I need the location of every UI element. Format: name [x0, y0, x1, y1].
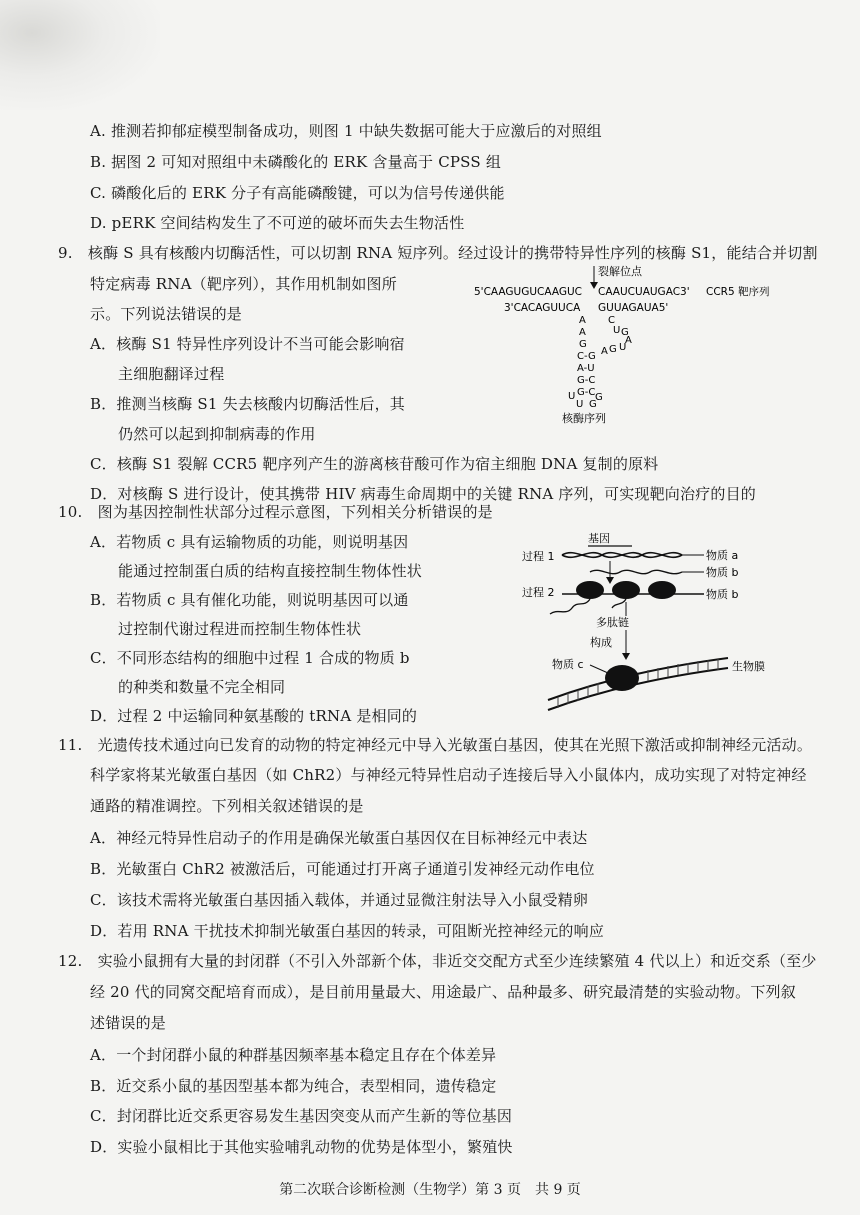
q9-option-c: C．核酶 S1 裂解 CCR5 靶序列产生的游离核苷酸可作为宿主细胞 DNA 复制的原料	[90, 455, 659, 473]
q9-stem-line-3: 示。下列说法错误的是	[90, 305, 243, 323]
page-footer: 第二次联合诊断检测（生物学）第 3 页 共 9 页	[279, 1182, 581, 1198]
peptide-chain-2	[612, 599, 626, 608]
stem-base-2: G	[579, 339, 587, 350]
loop-base-3: A	[625, 335, 632, 346]
q8-option-a: A. 推测若抑郁症模型制备成功，则图 1 中缺失数据可能大于应激后的对照组	[90, 122, 602, 140]
gene-label: 基因	[588, 532, 610, 545]
loop-base-0: C	[608, 315, 615, 326]
q10-option-c-line-2: 的种类和数量不完全相同	[118, 678, 286, 696]
loop-base-2: G	[621, 327, 629, 338]
target-seq-name: CCR5 靶序列	[706, 286, 770, 298]
form-label: 构成	[590, 636, 612, 649]
ribosome-1	[576, 581, 604, 599]
target-seq-right: CAAUCUAUGAC3'	[598, 286, 690, 298]
q12-stem-line-1: 12. 实验小鼠拥有大量的封闭群（不引入外部新个体，非近交交配方式至少连续繁殖 4 代以上）和近交系（至少	[58, 952, 817, 970]
q12-stem-line-3: 述错误的是	[90, 1014, 167, 1032]
q10-option-a-line-1: A．若物质 c 具有运输物质的功能，则说明基因	[90, 533, 409, 551]
bottom-base-3: G	[589, 399, 597, 410]
ribozyme-figure	[470, 262, 800, 432]
bottom-base-0: U	[568, 391, 576, 402]
q10-option-b-line-1: B．若物质 c 具有催化功能，则说明基因可以通	[90, 591, 409, 609]
q9-option-a-line-1: A．核酶 S1 特异性序列设计不当可能会影响宿	[90, 335, 405, 353]
q12-stem-line-2: 经 20 代的同窝交配培育而成），是目前用量最大、用途最广、品种最多、研究最清楚的实验动物。下列叙	[90, 983, 796, 1001]
ribozyme-seq-left: 3'CACAGUUCA	[504, 302, 581, 314]
loop-base-1: U	[613, 325, 621, 336]
q9-option-b-line-1: B．推测当核酶 S1 失去核酸内切酶活性后，其	[90, 395, 405, 413]
q12-option-b: B．近交系小鼠的基因型基本都为纯合，表型相同，遗传稳定	[90, 1077, 497, 1095]
process1-label: 过程 1	[522, 550, 555, 563]
loop-base-6: U	[619, 342, 627, 353]
q9-option-a-line-2: 主细胞翻译过程	[118, 365, 225, 383]
stem-pair-2: G-C	[577, 375, 596, 386]
loop-base-4: G	[609, 344, 617, 355]
q8-option-c: C. 磷酸化后的 ERK 分子有高能磷酸键，可以为信号传递供能	[90, 184, 505, 202]
ribosome-2	[612, 581, 640, 599]
q12-option-d: D．实验小鼠相比于其他实验哺乳动物的优势是体型小，繁殖快	[90, 1138, 513, 1156]
q12-option-c: C．封闭群比近交系更容易发生基因突变从而产生新的等位基因	[90, 1107, 513, 1125]
bottom-base-2: U	[576, 399, 584, 410]
q9-stem-line-1: 9. 核酶 S 具有核酸内切酶活性，可以切割 RNA 短序列。经过设计的携带特异性序列的核酶 S1，能结合并切割	[58, 244, 818, 262]
q9-option-b-line-2: 仍然可以起到抑制病毒的作用	[118, 425, 316, 443]
process2-label: 过程 2	[522, 586, 555, 599]
loop-base-5: A	[601, 346, 608, 357]
stem-base-1: A	[579, 327, 586, 338]
ribozyme-seq-label: 核酶序列	[562, 412, 606, 425]
peptide-chain-1	[550, 599, 590, 614]
q11-option-a: A．神经元特异性启动子的作用是确保光敏蛋白基因仅在目标神经元中表达	[90, 829, 588, 847]
protein-c	[605, 665, 639, 691]
q11-option-b: B．光敏蛋白 ChR2 被激活后，可能通过打开离子通道引发神经元动作电位	[90, 860, 595, 878]
cleavage-site-label: 裂解位点	[598, 265, 642, 278]
ribozyme-seq-right: GUUAGAUA5'	[598, 302, 669, 314]
q11-option-c: C．该技术需将光敏蛋白基因插入载体，并通过显微注射法导入小鼠受精卵	[90, 891, 589, 909]
q9-option-d: D．对核酶 S 进行设计，使其携带 HIV 病毒生命周期中的关键 RNA 序列，可实现靶向治疗的目的	[90, 485, 757, 503]
dna-strand-2	[562, 553, 682, 558]
target-seq-left: 5'CAAGUGUCAAGUC	[474, 286, 582, 298]
cleavage-arrowhead	[590, 282, 598, 289]
membrane-label: 生物膜	[732, 660, 765, 673]
q9-stem-line-2: 特定病毒 RNA（靶序列），其作用机制如图所	[90, 275, 397, 293]
q11-option-d: D．若用 RNA 干扰技术抑制光敏蛋白基因的转录，可阻断光控神经元的响应	[90, 922, 605, 940]
substance-b-label: 物质 b	[706, 566, 739, 579]
q10-option-a-line-2: 能通过控制蛋白质的结构直接控制生物体性状	[118, 562, 423, 580]
q11-stem-line-1: 11. 光遗传技术通过向已发育的动物的特定神经元中导入光敏蛋白基因，使其在光照下激活或抑制神经元活动。	[58, 736, 813, 754]
stem-pair-1: A-U	[577, 363, 595, 374]
q10-option-c-line-1: C．不同形态结构的细胞中过程 1 合成的物质 b	[90, 649, 410, 667]
stem-base-0: A	[579, 315, 586, 326]
stem-pair-0: C-G	[577, 351, 596, 362]
substance-a-label: 物质 a	[706, 549, 739, 562]
polypeptide-label: 多肽链	[596, 616, 629, 629]
ribosome-3	[648, 581, 676, 599]
q10-stem: 10. 图为基因控制性状部分过程示意图，下列相关分析错误的是	[58, 503, 493, 521]
bottom-base-1: G	[595, 392, 603, 403]
q8-option-d: D. pERK 空间结构发生了不可逆的破坏而失去生物活性	[90, 214, 465, 232]
q11-stem-line-3: 通路的精准调控。下列相关叙述错误的是	[90, 797, 364, 815]
substance-c-label: 物质 c	[552, 658, 584, 671]
mrna-strand	[590, 570, 682, 573]
q11-stem-line-2: 科学家将某光敏蛋白基因（如 ChR2）与神经元特异性启动子连接后导入小鼠体内，成功实现了对特定神经	[90, 766, 807, 784]
q12-option-a: A．一个封闭群小鼠的种群基因频率基本稳定且存在个体差异	[90, 1046, 497, 1064]
gene-expression-figure	[518, 528, 778, 716]
q10-option-b-line-2: 过控制代谢过程进而控制生物体性状	[118, 620, 362, 638]
q10-option-d: D．过程 2 中运输同种氨基酸的 tRNA 是相同的	[90, 707, 418, 725]
scan-smudge	[0, 0, 160, 110]
q8-option-b: B. 据图 2 可知对照组中未磷酸化的 ERK 含量高于 CPSS 组	[90, 153, 502, 171]
substance-b2-label: 物质 b	[706, 588, 739, 601]
stem-pair-3: G-C	[577, 387, 596, 398]
